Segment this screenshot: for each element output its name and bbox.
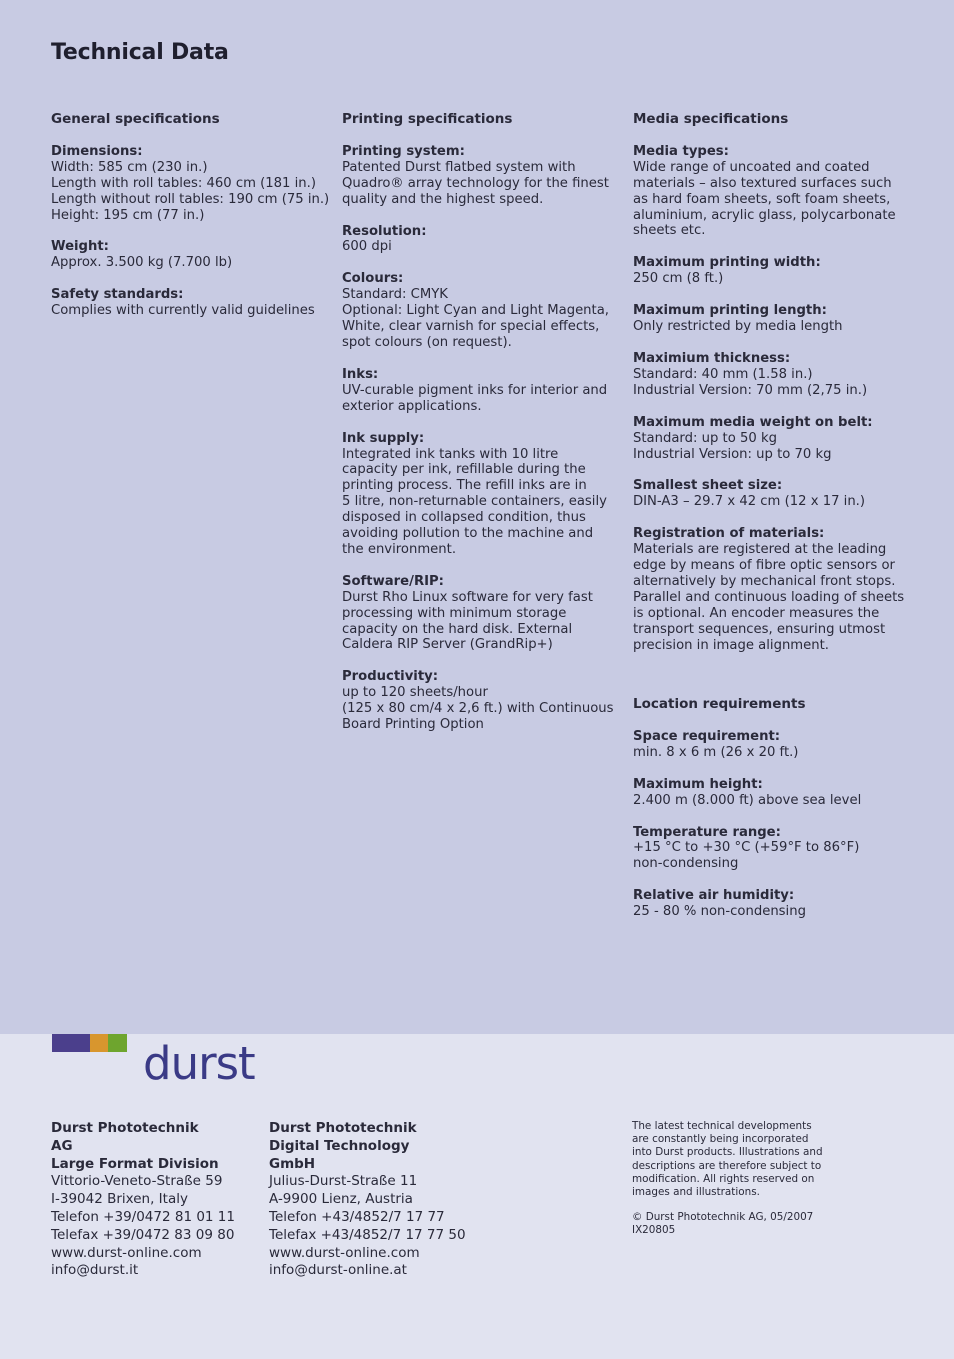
spec-value-line: Width: 585 cm (230 in.)	[51, 159, 208, 175]
spec-value-line: edge by means of fibre optic sensors or	[633, 558, 895, 574]
durst-logo: durst	[143, 1037, 255, 1090]
spec-value-line: Length without roll tables: 190 cm (75 in.)	[51, 191, 330, 207]
logo-bar-purple	[52, 1034, 90, 1052]
spec-label: Weight:	[51, 239, 109, 255]
text-line: images and illustrations.	[632, 1186, 760, 1199]
spec-label: Inks:	[342, 366, 379, 382]
spec-value-line: transport sequences, ensuring utmost	[633, 621, 886, 637]
address-line: www.durst-online.com	[269, 1244, 420, 1261]
spec-value-line: up to 120 sheets/hour	[342, 685, 488, 701]
spec-label: Colours:	[342, 271, 404, 287]
spec-item	[633, 144, 933, 239]
spec-label: Productivity:	[342, 669, 438, 685]
spec-item	[342, 224, 627, 256]
media-section-title: Media specifications	[633, 111, 789, 127]
spec-value-line: Length with roll tables: 460 cm (181 in.)	[51, 175, 316, 191]
logo-bar-orange	[90, 1034, 108, 1052]
spec-value-line: Patented Durst flatbed system with	[342, 159, 576, 175]
address-line: Telefax +43/4852/7 17 77 50	[269, 1226, 466, 1243]
disclaimer	[632, 1120, 832, 1250]
spec-item	[633, 825, 933, 873]
spec-value-line: as hard foam sheets, soft foam sheets,	[633, 191, 891, 207]
spec-value-line: Optional: Light Cyan and Light Magenta,	[342, 303, 609, 319]
spec-item	[342, 271, 627, 351]
spec-value-line: Integrated ink tanks with 10 litre	[342, 446, 559, 462]
location-requirements	[633, 697, 933, 936]
spec-item	[633, 478, 933, 510]
spec-value-line: capacity on the hard disk. External	[342, 621, 573, 637]
company-name-line: Durst Phototechnik	[51, 1120, 199, 1136]
spec-value-line: 5 litre, non-returnable containers, easily	[342, 494, 607, 510]
address-line: A-9900 Lienz, Austria	[269, 1191, 413, 1208]
spec-value-line: alternatively by mechanical front stops.	[633, 573, 896, 589]
address-line: www.durst-online.com	[51, 1244, 202, 1261]
spec-value-line: Approx. 3.500 kg (7.700 lb)	[51, 255, 233, 271]
spec-label: Maximum printing length:	[633, 303, 827, 319]
spec-value-line: (125 x 80 cm/4 x 2,6 ft.) with Continuous	[342, 701, 614, 717]
spec-value-line: White, clear varnish for special effects,	[342, 319, 600, 335]
spec-value-line: sheets etc.	[633, 223, 706, 239]
spec-value-line: processing with minimum storage	[342, 605, 567, 621]
copyright-text	[632, 1211, 832, 1237]
spec-item	[342, 144, 627, 208]
spec-value-line: precision in image alignment.	[633, 637, 829, 653]
spec-item	[51, 144, 336, 224]
spec-label: Maximum printing width:	[633, 255, 821, 271]
address-line: Telefon +39/0472 81 01 11	[51, 1208, 235, 1225]
spec-value-line: min. 8 x 6 m (26 x 20 ft.)	[633, 744, 799, 760]
spec-item	[342, 669, 627, 733]
address-line: Telefax +39/0472 83 09 80	[51, 1226, 235, 1243]
spec-label: Maximium thickness:	[633, 350, 791, 366]
spec-value-line: is optional. An encoder measures the	[633, 605, 880, 621]
spec-item	[342, 367, 627, 415]
spec-value-line: Height: 195 cm (77 in.)	[51, 207, 205, 223]
media-specifications	[633, 112, 933, 669]
spec-value-line: 250 cm (8 ft.)	[633, 271, 724, 287]
spec-label: Relative air humidity:	[633, 888, 795, 904]
company-name-line: Digital Technology	[269, 1137, 410, 1154]
spec-value-line: Standard: 40 mm (1.58 in.)	[633, 366, 813, 382]
spec-value-line: disposed in collapsed condition, thus	[342, 510, 586, 526]
disclaimer-text	[632, 1120, 832, 1199]
spec-label: Resolution:	[342, 223, 427, 239]
spec-label: Maximum height:	[633, 776, 763, 792]
spec-item	[633, 777, 933, 809]
spec-value-line: printing process. The refill inks are in	[342, 478, 587, 494]
spec-value-line: capacity per ink, refillable during the	[342, 462, 586, 478]
text-line: descriptions are therefore subject to	[632, 1159, 822, 1172]
spec-value-line: UV-curable pigment inks for interior and	[342, 382, 608, 398]
spec-value-line: Industrial Version: up to 70 kg	[633, 446, 832, 462]
company-name-line: Durst Phototechnik	[269, 1120, 417, 1136]
spec-value-line: DIN-A3 – 29.7 x 42 cm (12 x 17 in.)	[633, 494, 866, 510]
general-specifications	[51, 112, 336, 335]
text-line: into Durst products. Illustrations and	[632, 1146, 823, 1159]
spec-value-line: Only restricted by media length	[633, 319, 843, 335]
address-line: info@durst-online.at	[269, 1262, 407, 1279]
spec-label: Temperature range:	[633, 824, 781, 840]
spec-label: Smallest sheet size:	[633, 478, 783, 494]
printing-section-title: Printing specifications	[342, 111, 513, 127]
spec-item	[51, 287, 336, 319]
spec-label: Safety standards:	[51, 287, 184, 303]
spec-value-line: Parallel and continuous loading of sheets	[633, 589, 905, 605]
address-brixen	[51, 1120, 251, 1280]
text-line: © Durst Phototechnik AG, 05/2007	[632, 1211, 814, 1224]
company-name-line: GmbH	[269, 1155, 316, 1172]
spec-label: Registration of materials:	[633, 526, 825, 542]
spec-value-line: 25 - 80 % non-condensing	[633, 904, 806, 920]
address-lienz	[269, 1120, 469, 1280]
spec-value-line: quality and the highest speed.	[342, 191, 544, 207]
spec-label: Space requirement:	[633, 728, 781, 744]
spec-item	[342, 431, 627, 558]
page-title: Technical Data	[51, 40, 229, 65]
spec-item	[633, 888, 933, 920]
spec-value-line: materials – also textured surfaces such	[633, 175, 892, 191]
spec-value-line: Complies with currently valid guidelines	[51, 303, 315, 319]
spec-item	[633, 729, 933, 761]
spec-value-line: Durst Rho Linux software for very fast	[342, 589, 593, 605]
address-line: Vittorio-Veneto-Straße 59	[51, 1173, 223, 1190]
address-line: info@durst.it	[51, 1262, 139, 1279]
general-section-title: General specifications	[51, 111, 220, 127]
spec-item	[633, 303, 933, 335]
logo-bar-green	[108, 1034, 127, 1052]
company-name-line: AG	[51, 1137, 73, 1154]
printing-specifications	[342, 112, 627, 749]
spec-label: Ink supply:	[342, 430, 425, 446]
spec-value-line: Wide range of uncoated and coated	[633, 159, 870, 175]
spec-value-line: avoiding pollution to the machine and	[342, 526, 594, 542]
spec-label: Dimensions:	[51, 143, 143, 159]
spec-value-line: Materials are registered at the leading	[633, 542, 887, 558]
spec-value-line: Caldera RIP Server (GrandRip+)	[342, 637, 553, 653]
spec-value-line: spot colours (on request).	[342, 334, 512, 350]
text-line: The latest technical developments	[632, 1120, 812, 1132]
text-line: modification. All rights reserved on	[632, 1172, 815, 1185]
spec-value-line: Standard: up to 50 kg	[633, 430, 777, 446]
spec-value-line: Quadro® array technology for the finest	[342, 175, 609, 191]
location-section-title: Location requirements	[633, 696, 806, 712]
spec-value-line: +15 °C to +30 °C (+59°F to 86°F)	[633, 840, 860, 856]
company-name-line: Large Format Division	[51, 1155, 219, 1172]
spec-label: Maximum media weight on belt:	[633, 414, 873, 430]
spec-value-line: 2.400 m (8.000 ft) above sea level	[633, 792, 862, 808]
spec-value-line: exterior applications.	[342, 398, 482, 414]
spec-value-line: Standard: CMYK	[342, 287, 448, 303]
spec-item	[633, 255, 933, 287]
spec-label: Printing system:	[342, 143, 465, 159]
text-line: IX20805	[632, 1224, 676, 1237]
spec-value-line: Industrial Version: 70 mm (2,75 in.)	[633, 382, 868, 398]
spec-item	[633, 526, 933, 653]
spec-value-line: the environment.	[342, 541, 457, 557]
spec-item	[633, 415, 933, 463]
spec-value-line: aluminium, acrylic glass, polycarbonate	[633, 207, 896, 223]
text-line: are constantly being incorporated	[632, 1133, 809, 1146]
spec-value-line: 600 dpi	[342, 239, 392, 255]
address-line: I-39042 Brixen, Italy	[51, 1191, 188, 1208]
spec-item	[51, 239, 336, 271]
address-line: Julius-Durst-Straße 11	[269, 1173, 418, 1190]
spec-label: Software/RIP:	[342, 573, 444, 589]
spec-value-line: Board Printing Option	[342, 717, 484, 733]
spec-item	[342, 574, 627, 654]
spec-value-line: non-condensing	[633, 856, 739, 872]
address-line: Telefon +43/4852/7 17 77	[269, 1208, 445, 1225]
spec-item	[633, 351, 933, 399]
spec-label: Media types:	[633, 143, 729, 159]
